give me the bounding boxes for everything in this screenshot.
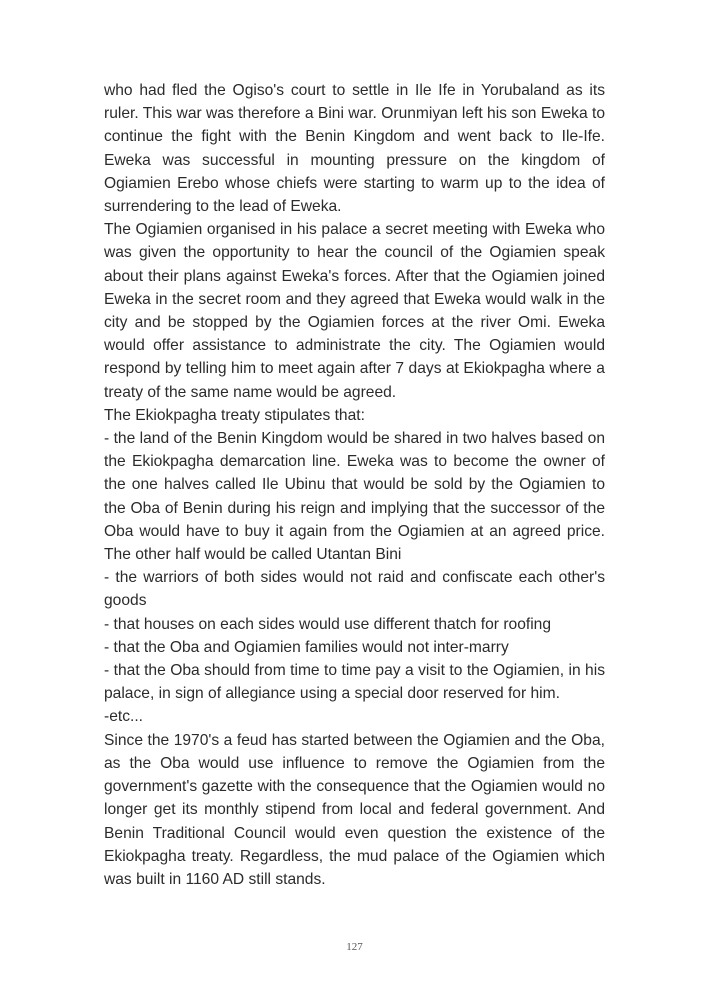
treaty-item-allegiance: - that the Oba should from time to time pay a visit to the Ogiamien, in his palace, in sign of allegiance using a special door reserved for him. [104,662,605,703]
paragraph-eweka-war: who had fled the Ogiso's court to settle in Ile Ife in Yorubaland as its ruler. This war was therefore a Bini war. Orunmiyan left his son Eweka to continue the fight with the Benin Kingdom and went back to Ile-Ife. Eweka was successful in mounting pressure on the kingdom of Ogiamien Erebo whose chiefs were starting to warm up to the idea of surrendering to the lead of Eweka. [104,82,605,216]
treaty-item-etc: -etc... [104,708,143,726]
paragraph-secret-meeting: The Ogiamien organised in his palace a secret meeting with Eweka who was given the opportunity to hear the council of the Ogiamien speak about their plans against Eweka's forces. After that the Ogiamien joined Eweka in the secret room and they agreed that Eweka would walk in the city and be stopped by the Ogiamien forces at the river Omi. Eweka would offer assistance to administrate the city. The Ogiamien would respond by telling him to meet again after 7 days at Ekiokpagha where a treaty of the same name would be agreed. [104,221,605,401]
paragraph-feud: Since the 1970's a feud has started between the Ogiamien and the Oba, as the Oba would use influence to remove the Ogiamien from the government's gazette with the consequence that the Ogiamien would no longer get its monthly stipend from local and federal government. And Benin Traditional Council would even question the existence of the Ekiokpagha treaty. Regardless, the mud palace of the Ogiamien which was built in 1160 AD still stands. [104,731,605,888]
page-number: 127 [346,941,363,953]
treaty-item-thatch: - that houses on each sides would use different thatch for roofing [104,615,552,633]
treaty-item-warriors: - the warriors of both sides would not raid and confiscate each other's goods [104,569,605,610]
treaty-item-marriage: - that the Oba and Ogiamien families would not inter-marry [104,638,509,656]
paragraph-treaty-intro: The Ekiokpagha treaty stipulates that: [104,406,365,424]
treaty-item-land: - the land of the Benin Kingdom would be shared in two halves based on the Ekiokpagha demarcation line. Eweka was to become the owner of the one halves called Ile Ubinu that would be sold by the Ogiamien to the Oba of Benin during his reign and implying that the successor of the Oba would have to buy it again from the Ogiamien at an agreed price. The other half would be called Utantan Bini [104,430,605,564]
body-text [104,79,605,891]
